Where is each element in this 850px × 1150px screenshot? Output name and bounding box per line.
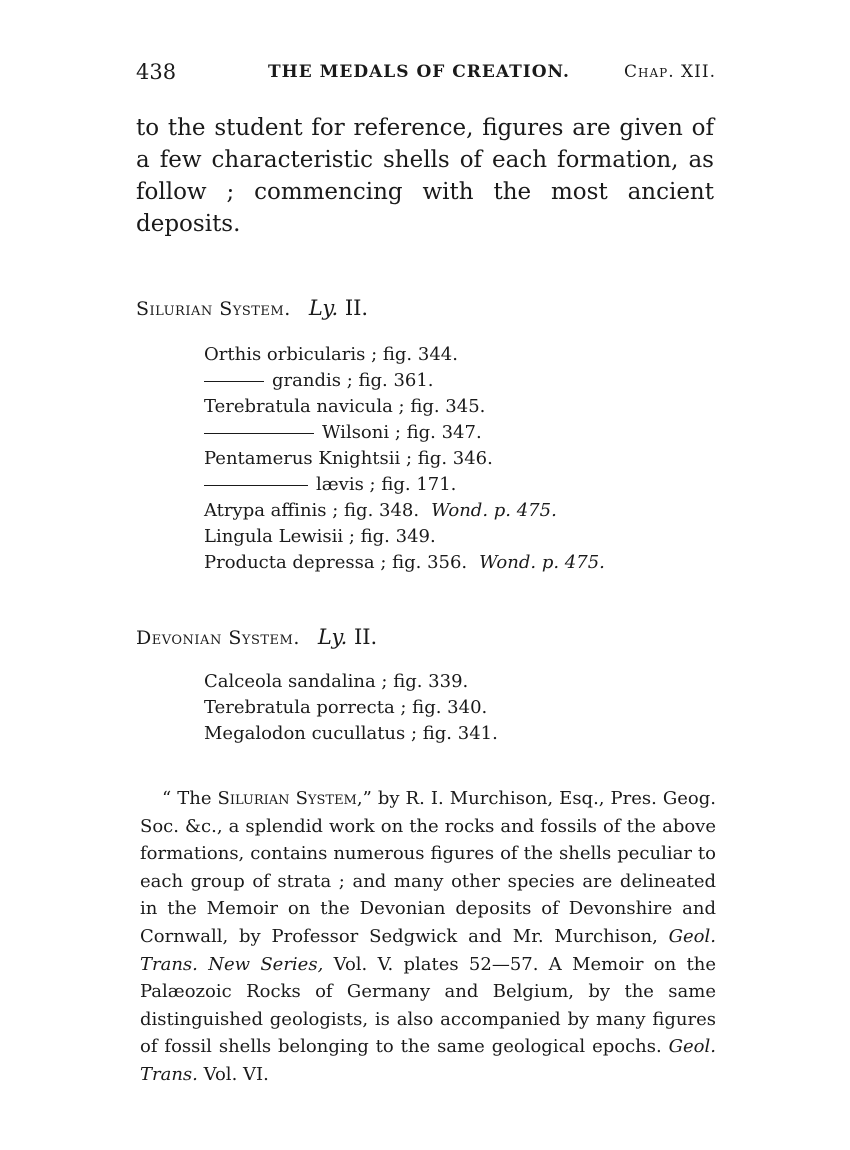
running-head xyxy=(136,60,716,90)
devonian-ref-abbr: Ly. xyxy=(317,625,348,649)
journal-reference: Geol. Trans. New Series, xyxy=(140,925,716,975)
intro-paragraph: to the student for reference, figures are given of a few characteristic shells of each formation, as follow ; commencing with the most ancient deposits. xyxy=(136,115,714,237)
note-paragraph: “ The Silurian System,” by R. I. Murchison, Esq., Pres. Geog. Soc. &c., a splendid work on the rocks and fossils of the above formations, contains numerous figures of the shells peculiar to each group of strata ; and many other species are delineated in the Memoir on the Devonian deposits of Devonshire and Cornwall, by Professor Sedgwick and Mr. Murchison, Geol. Trans. New Series, Vol. V. plates 52—57. A Memoir on the Palæozoic Rocks of Germany and Belgium, by the same distinguished geologists, is also accompanied by many figures of fossil shells belonging to the same geological epochs. Geol. Trans. Vol. VI. xyxy=(140,788,717,1085)
devonian-reference xyxy=(318,625,377,649)
ditto-dash xyxy=(204,381,264,382)
list-item: lævis ; fig. 171. xyxy=(204,472,605,498)
list-item: Lingula Lewisii ; fig. 349. xyxy=(204,526,436,547)
devonian-ref-num: II. xyxy=(353,625,378,649)
wonders-reference: Wond. p. 475. xyxy=(479,552,605,573)
list-item: Calceola sandalina ; fig. 339. xyxy=(204,671,469,692)
wonders-reference: Wond. p. 475. xyxy=(431,500,557,521)
list-item: Pentamerus Knightsii ; fig. 346. xyxy=(204,448,493,469)
list-item: Megalodon cucullatus ; fig. 341. xyxy=(204,723,498,744)
silurian-fossil-list xyxy=(204,342,605,576)
list-item: Atrypa affinis ; fig. 348. Wond. p. 475. xyxy=(204,500,557,521)
page-number: 438 xyxy=(136,60,177,84)
journal-reference: Geol. Trans. xyxy=(140,1036,716,1085)
list-item: Producta depressa ; fig. 356. Wond. p. 475. xyxy=(204,552,605,573)
silurian-heading-text: Silurian System. xyxy=(136,298,291,320)
silurian-system-title: Silurian System, xyxy=(217,788,363,809)
chapter-label: Chap. XII. xyxy=(624,62,716,82)
devonian-heading-text: Devonian System. xyxy=(136,627,300,649)
silurian-ref-abbr: Ly. xyxy=(308,296,339,320)
list-item: Wilsoni ; fig. 347. xyxy=(204,420,605,446)
running-title: THE MEDALS OF CREATION. xyxy=(268,62,570,82)
list-item: Orthis orbicularis ; fig. 344. xyxy=(204,344,458,365)
devonian-heading xyxy=(136,625,377,649)
silurian-ref-num: II. xyxy=(344,296,369,320)
list-item: Terebratula porrecta ; fig. 340. xyxy=(204,697,488,718)
silurian-reference xyxy=(309,296,368,320)
reference-note xyxy=(140,785,716,1089)
devonian-fossil-list xyxy=(204,669,498,747)
ditto-dash xyxy=(204,485,308,486)
ditto-dash xyxy=(204,433,314,434)
silurian-heading xyxy=(136,296,368,320)
list-item: Terebratula navicula ; fig. 345. xyxy=(204,396,486,417)
list-item: grandis ; fig. 361. xyxy=(204,368,605,394)
